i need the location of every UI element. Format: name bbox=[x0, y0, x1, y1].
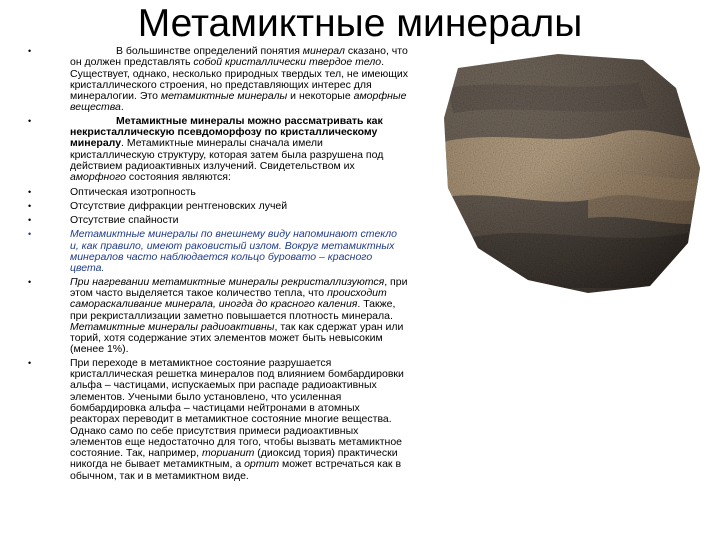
text-run: Метамиктные минералы радиоактивны bbox=[70, 320, 275, 333]
bullet-text bbox=[70, 214, 179, 226]
text-run: происходит самораскаливание минерала, иногда до красного каления bbox=[70, 286, 387, 311]
bullet-dot: • bbox=[28, 200, 32, 211]
bullet-item-1 bbox=[28, 46, 408, 114]
text-run: , при этом часто выделяется такое количество тепла, что bbox=[70, 275, 408, 299]
text-run: торианит bbox=[201, 447, 255, 460]
rock-shape bbox=[438, 48, 708, 298]
bullet-item-7 bbox=[28, 277, 408, 356]
bullet-text bbox=[70, 200, 287, 212]
text-run: При переходе в метамиктное состояние разрушается кристаллическая решетка минералов под влиянием бомбардировки альфа – частицами, испускаемых при распаде радиоактивных элементов. Учеными было установлено, что усиленная бомбардировка альфа – частицами нейтронами в атомных реакторах переводит в метамиктное состояние многие вещества. Однако само по себе присутствия примеси радиоактивных элементов еще недостаточно для того, чтобы вызвать метамиктное состояние. Так, например, bbox=[70, 356, 404, 460]
text-run: Оптическая изотропность bbox=[70, 185, 196, 198]
text-run: (диоксид тория) практически никогда не бывает метамиктным, а bbox=[70, 447, 398, 471]
text-run: Отсутствие дифракции рентгеновских лучей bbox=[70, 199, 288, 212]
bullet-item-6 bbox=[28, 229, 408, 274]
bullet-dot: • bbox=[28, 357, 32, 368]
text-run: Метамиктные минералы можно рассматривать как некристаллическую псевдоморфозу по кристаллическому минералу bbox=[70, 114, 383, 150]
bullet-dot: • bbox=[28, 276, 32, 287]
text-run: . Также, при рекристаллизации заметно повышается плотность минерала. bbox=[70, 298, 396, 322]
text-run: аморфного bbox=[70, 171, 127, 184]
text-run: метамиктные минералы bbox=[160, 90, 288, 103]
bullet-dot: • bbox=[28, 186, 32, 197]
text-run: и некоторые bbox=[287, 90, 354, 103]
bullet-item-4 bbox=[28, 201, 408, 212]
bullet-text bbox=[70, 115, 383, 183]
text-run: При нагревании метамиктные минералы рекристаллизуются bbox=[70, 275, 385, 288]
slide-title: Метамиктные минералы bbox=[137, 2, 583, 45]
text-run: . Существует, однако, несколько природных твердых тел, не имеющих кристаллического строения, но представляющих интерес для минералогии. Это bbox=[70, 56, 409, 103]
text-run: Отсутствие спайности bbox=[70, 214, 179, 227]
bullet-dot: • bbox=[28, 46, 32, 56]
bullet-dot: • bbox=[28, 115, 32, 126]
text-run: может встречаться как в обычном, так и в метамиктном виде. bbox=[70, 458, 402, 482]
slide-content bbox=[28, 46, 408, 482]
bullet-dot: • bbox=[28, 229, 32, 240]
bullet-text bbox=[70, 228, 397, 274]
bullet-item-2 bbox=[28, 116, 408, 184]
bullet-text bbox=[70, 357, 404, 482]
text-run: ортит bbox=[244, 458, 280, 471]
bullet-dot: • bbox=[28, 215, 32, 226]
bullet-item-8 bbox=[28, 358, 408, 482]
text-run: минерал bbox=[302, 45, 345, 57]
text-run: собой кристаллически твердое тело bbox=[193, 56, 382, 69]
bullet-text bbox=[70, 45, 408, 113]
text-run: , так как сдержат уран или торий, хотя содержание этих элементов может быть невысоким (менее 1%). bbox=[70, 320, 404, 356]
text-run: В большинстве определений понятия bbox=[116, 45, 303, 57]
bullet-item-3 bbox=[28, 187, 408, 198]
text-run: Метамиктные минералы по внешнему виду напоминают стекло и, как правило, имеют раковистый излом. Вокруг метамиктных минералов часто наблюдается кольцо буровато – красного цвета. bbox=[70, 228, 397, 275]
text-run: состояния являются: bbox=[126, 171, 231, 184]
text-run: . bbox=[120, 101, 124, 114]
text-run: . Метамиктные минералы сначала имели кристаллическую структуру, которая затем была разрушена под действием радиоактивных излучений. Свидетельством их bbox=[70, 137, 384, 172]
bullet-text bbox=[70, 186, 196, 198]
text-run: аморфные вещества bbox=[70, 90, 407, 114]
text-run: сказано, что он должен представлять bbox=[70, 45, 408, 69]
bullet-text bbox=[70, 276, 407, 356]
bullet-item-5 bbox=[28, 215, 408, 226]
mineral-rock-photo bbox=[438, 48, 708, 298]
